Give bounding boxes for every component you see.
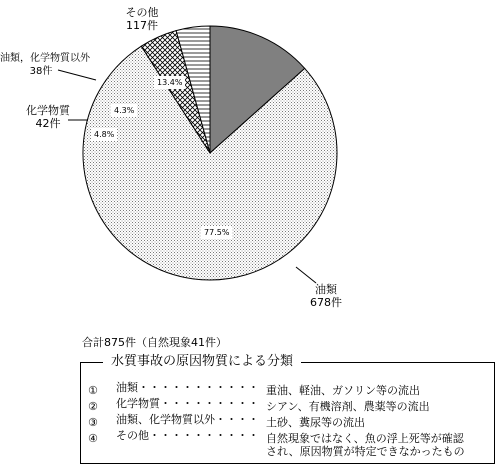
legend-number: ② — [88, 400, 98, 413]
legend-item-other-continued — [88, 445, 465, 458]
percent-label-oil: 77.5% — [201, 226, 232, 239]
percent-label-other-substance: 4.3% — [111, 104, 137, 117]
slice-name-other-substance: 油類，化学物質以外 — [0, 53, 90, 64]
slice-count-oil: 678件 — [310, 296, 342, 309]
legend-description: され、原因物質が特定できなかったもの — [266, 445, 465, 458]
legend-name: 油類・・・・・・・・・・・ — [116, 381, 259, 394]
slice-count-other: 117件 — [126, 19, 158, 32]
legend-description: シアン、有機溶剤、農薬等の流出 — [266, 400, 430, 413]
leader-line-oil — [296, 267, 316, 283]
percent-label-other: 13.4% — [154, 76, 185, 89]
legend-item-chemical — [88, 397, 430, 413]
slice-name-other: その他 — [125, 6, 159, 19]
legend-description: 自然現象ではなく、魚の浮上死等が確認 — [266, 432, 464, 445]
legend-item-oil — [88, 381, 420, 397]
slice-name-oil: 油類 — [315, 283, 337, 296]
slice-count-other-substance: 38件 — [29, 66, 53, 77]
legend-name: 化学物質・・・・・・・・・ — [116, 397, 259, 410]
slice-count-chemical: 42件 — [35, 117, 61, 130]
legend-description: 土砂、糞尿等の流出 — [266, 416, 365, 429]
legend-name: その他・・・・・・・・・・ — [116, 429, 259, 442]
slice-name-chemical: 化学物質 — [26, 104, 70, 117]
legend-number: ① — [88, 384, 98, 397]
percent-label-chemical: 4.8% — [91, 128, 117, 141]
legend-number: ④ — [88, 432, 98, 445]
legend-number: ③ — [88, 416, 98, 429]
slice-label-other — [118, 6, 166, 32]
slice-label-chemical — [18, 104, 78, 130]
legend-name: 油類、化学物質以外・・・・ — [116, 413, 259, 426]
total-note: 合計875件（自然現象41件） — [82, 336, 227, 349]
legend-item-other — [88, 429, 464, 445]
slice-label-oil — [306, 283, 346, 309]
legend-title: 水質事故の原因物質による分類 — [103, 350, 301, 369]
legend-item-other-substance — [88, 413, 365, 429]
legend-description: 重油、軽油、ガソリン等の流出 — [266, 384, 420, 397]
slice-label-other-substance — [0, 52, 90, 78]
